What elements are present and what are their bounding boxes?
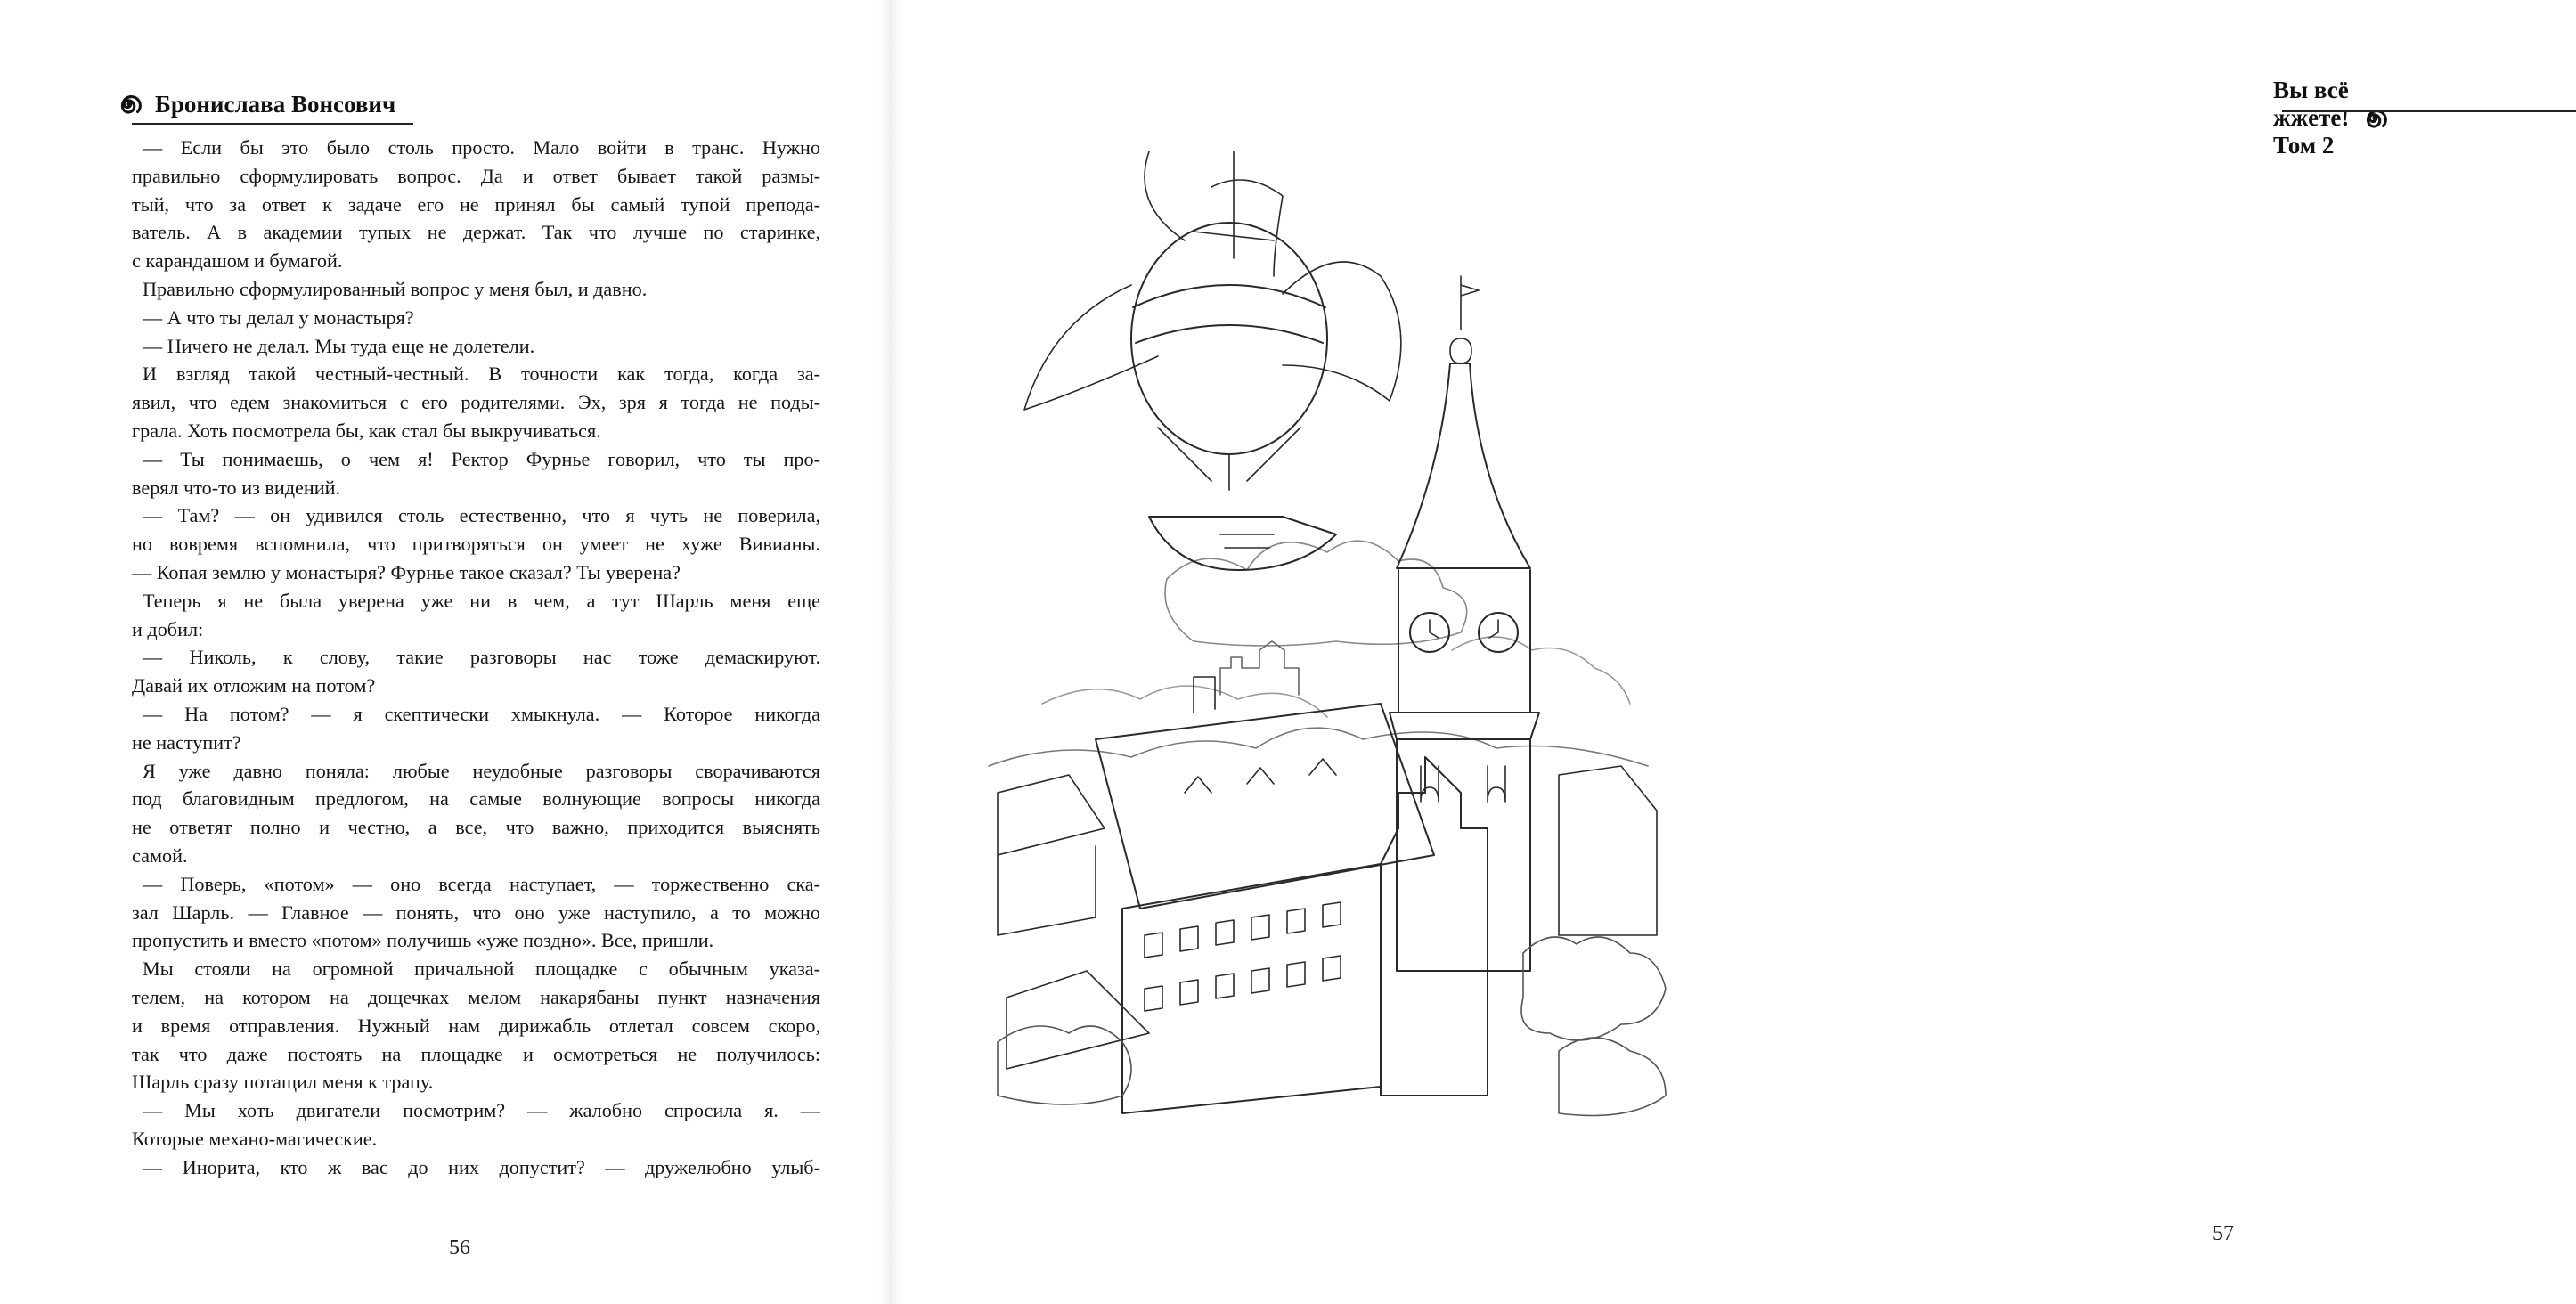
- text-line: — Мы хоть двигатели посмотрим? — жалобно спросила я. —: [143, 1099, 820, 1122]
- text-line: Шарль сразу потащил меня к трапу.: [132, 1071, 434, 1094]
- text-line: — Ты понимаешь, о чем я! Ректор Фурнье говорил, что ты про-: [143, 447, 820, 470]
- text-line: зал Шарль. — Главное — понять, что оно уже наступило, а то можно: [132, 901, 820, 924]
- page-number-left: 56: [449, 1236, 470, 1259]
- text-line: ватель. А в академии тупых не держат. Так что лучше по старинке,: [132, 221, 820, 244]
- foliage: [1521, 937, 1666, 1040]
- text-line: верял что-то из видений.: [132, 476, 341, 499]
- airship-sail: [1211, 180, 1283, 276]
- distant-hills: [989, 728, 1648, 766]
- book-title: Вы всё жжёте! Том 2: [2273, 77, 2350, 159]
- page-number-right: 57: [2213, 1222, 2234, 1245]
- text-line: — Поверь, «потом» — оно всегда наступает, — торжественно ска-: [143, 872, 820, 895]
- airship-town-illustration: [989, 151, 1692, 1158]
- tower-spire: [1450, 338, 1471, 363]
- text-line: — Ничего не делал. Мы туда еще не долетели.: [143, 334, 535, 357]
- text-line: правильно сформулировать вопрос. Да и ответ бывает такой размы-: [132, 164, 820, 187]
- airship-gondola: [1149, 517, 1336, 570]
- side-house: [998, 775, 1105, 935]
- text-line: с карандашом и бумагой.: [132, 249, 343, 273]
- text-line: Давай их отложим на потом?: [132, 674, 376, 697]
- airship-sail: [1145, 151, 1185, 240]
- text-line: грала. Хоть посмотрела бы, как стал бы выкручиваться.: [132, 419, 601, 442]
- text-line: тый, что за ответ к задаче его не принял бы самый тупой препода-: [132, 192, 820, 216]
- text-line: — Инорита, кто ж вас до них допустит? — дружелюбно улыб-: [143, 1155, 820, 1178]
- text-line: И взгляд такой честный-честный. В точности как тогда, когда за-: [143, 363, 820, 386]
- side-house: [1007, 971, 1149, 1069]
- left-page: [0, 0, 891, 1304]
- text-line: — Копая землю у монастыря? Фурнье такое сказал? Ты уверена?: [132, 560, 681, 583]
- airship-balloon: [1131, 223, 1327, 454]
- airship-sail: [1283, 262, 1401, 401]
- text-line: не ответят полно и честно, а все, что важно, приходится выяснять: [132, 816, 820, 839]
- cloud: [1165, 541, 1467, 646]
- text-line: Правильно сформулированный вопрос у меня был, и давно.: [143, 277, 648, 300]
- side-house: [1559, 766, 1657, 935]
- gondola-windows: [1220, 534, 1274, 548]
- text-line: Теперь я не была уверена уже ни в чем, а тут Шарль меня еще: [143, 589, 820, 612]
- text-line: Я уже давно поняла: любые неудобные разговоры сворачиваются: [143, 759, 820, 782]
- tower-spire: [1397, 363, 1530, 568]
- clock-hands: [1489, 620, 1498, 638]
- spiral-ornament-icon: [2358, 102, 2392, 135]
- text-line: и время отправления. Нужный нам дирижабль отлетал совсем скоро,: [132, 1014, 820, 1037]
- text-line: явил, что едем знакомиться с его родителями. Эх, зря я тогда не поды-: [132, 391, 820, 414]
- tower-spire: [1461, 276, 1479, 330]
- author-name: Бронислава Вонсович: [155, 90, 396, 118]
- balloon-rigging: [1158, 428, 1300, 490]
- facade-windows: [1145, 902, 1341, 958]
- town-hall-roof: [1096, 704, 1434, 909]
- balloon-band: [1133, 285, 1325, 343]
- clock-hands: [1430, 620, 1439, 638]
- chimney: [1194, 677, 1215, 713]
- text-line: — Если бы это было столь просто. Мало войти в транс. Нужно: [143, 136, 820, 159]
- tower-lower: [1390, 713, 1539, 971]
- foliage: [1559, 1038, 1666, 1116]
- text-line: — Там? — он удивился столь естественно, что я чуть не поверила,: [143, 504, 820, 527]
- text-line: Которые механо-магические.: [132, 1127, 378, 1150]
- text-line: так что даже постоять на площадке и осмотреться не получилось:: [132, 1042, 820, 1065]
- text-line: — Николь, к слову, такие разговоры нас тоже демаскируют.: [143, 646, 820, 669]
- running-head-right: [2273, 77, 2392, 159]
- text-line: не наступит?: [132, 730, 241, 754]
- text-line: — А что ты делал у монастыря?: [143, 306, 414, 329]
- body-text: [132, 134, 820, 1181]
- cloud: [1042, 686, 1327, 717]
- text-line: самой.: [132, 844, 188, 867]
- airship-mast: [1194, 151, 1274, 258]
- running-head-left: [112, 87, 395, 121]
- tower-windows: [1421, 766, 1505, 802]
- text-line: и добил:: [132, 617, 204, 640]
- cloud: [1452, 637, 1630, 704]
- header-rule-left: [132, 123, 413, 125]
- header-rule-right: [2282, 110, 2576, 112]
- text-line: Мы стояли на огромной причальной площадке с обычным указа-: [143, 958, 820, 981]
- text-line: — На потом? — я скептически хмыкнула. — Которое никогда: [143, 702, 820, 725]
- dormer-windows: [1185, 759, 1336, 793]
- text-line: пропустить и вместо «потом» получишь «уже поздно». Все, пришли.: [132, 929, 714, 952]
- foliage: [998, 1026, 1131, 1104]
- spiral-ornament-icon: [112, 87, 146, 121]
- text-line: телем, на котором на дощечках мелом накарябаны пункт назначения: [132, 985, 820, 1008]
- text-line: под благовидным предлогом, на самые волнующие вопросы никогда: [132, 787, 820, 811]
- facade-windows: [1145, 956, 1341, 1011]
- airship-sail: [1024, 285, 1158, 410]
- distant-castle: [1220, 641, 1299, 695]
- text-line: но вовремя вспомнила, что притворяться он умеет не хуже Вивианы.: [132, 533, 820, 556]
